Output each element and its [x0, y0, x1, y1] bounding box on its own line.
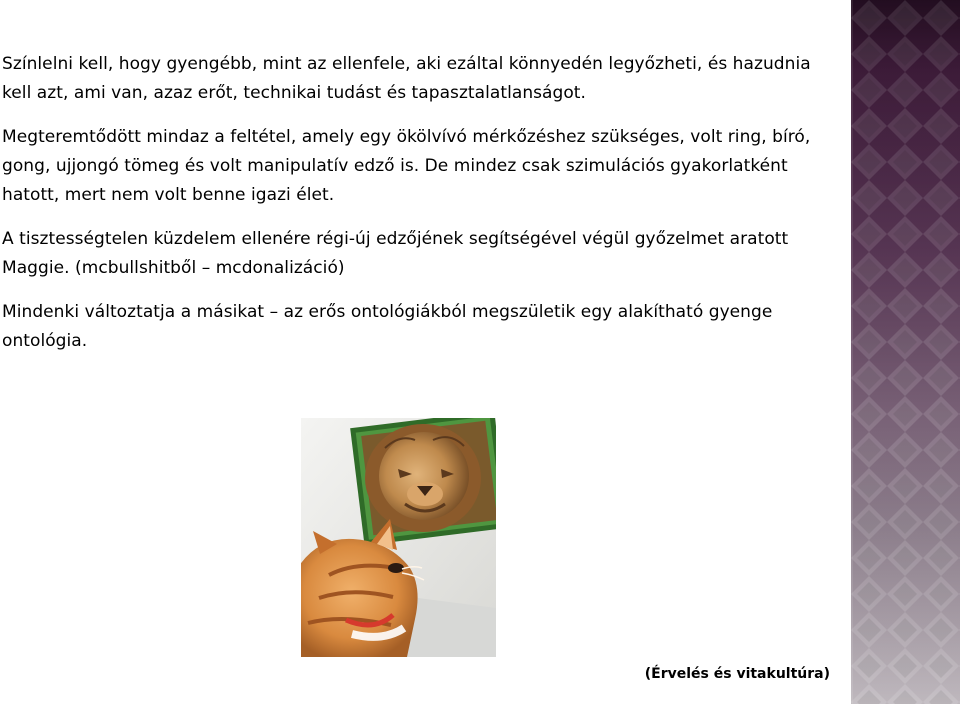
- source-caption: (Érvelés és vitakultúra): [644, 666, 830, 682]
- paragraph-1: Színlelni kell, hogy gyengébb, mint az ellenfele, aki ezáltal könnyedén legyőzheti, és hazudnia kell azt, ami van, azaz erőt, technikai tudást és tapasztalatlanságot.: [2, 54, 811, 103]
- decorative-side-strip: [851, 0, 960, 704]
- paragraph-4: Mindenki változtatja a másikat – az erős ontológiákból megszületik egy alakítható gyenge ontológia.: [2, 302, 773, 351]
- text-content: [2, 50, 840, 371]
- cat-and-lion-image: [301, 418, 496, 657]
- paragraph-2: Megteremtődött mindaz a feltétel, amely egy ökölvívó mérkőzéshez szükséges, volt ring, bíró, gong, ujjongó tömeg és volt manipulatív edző is. De mindez csak szimulációs gyakorlatként hatott, mert nem volt benne igazi élet.: [2, 127, 811, 205]
- paragraph-3: A tisztességtelen küzdelem ellenére régi-új edzőjének segítségével végül győzelmet aratott Maggie. (mcbullshitből – mcdonalizáció): [2, 229, 789, 278]
